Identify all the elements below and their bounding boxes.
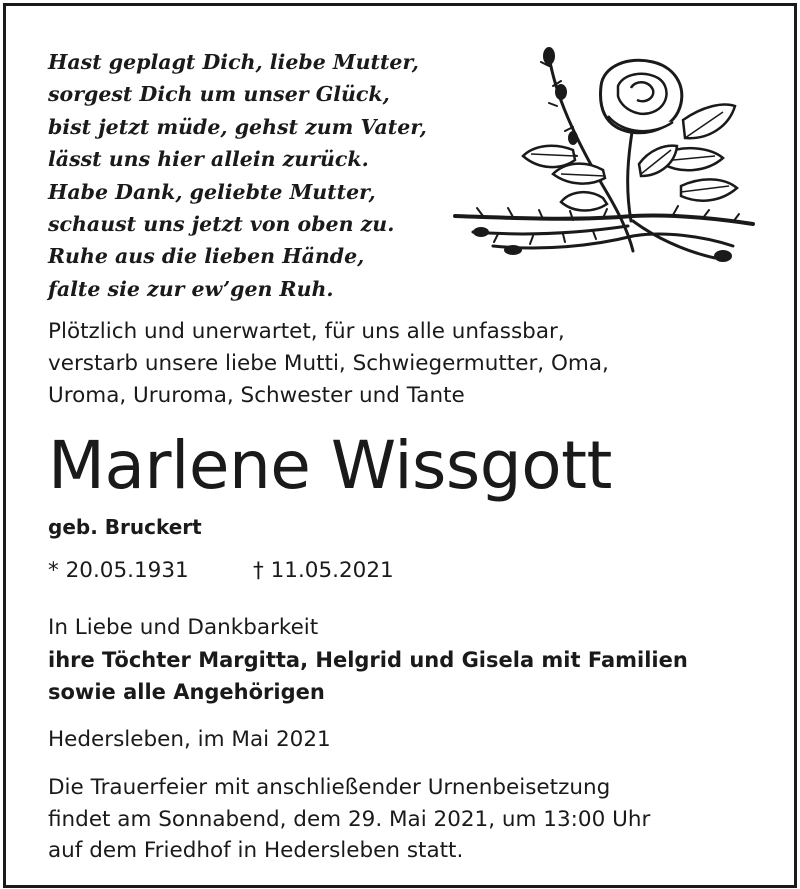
funeral-line: Die Trauerfeier mit anschließender Urnenbeisetzung [48,775,611,800]
poem-line: sorgest Dich um unser Glück, [48,82,390,107]
intro-line: verstarb unsere liebe Mutti, Schwiegermutter, Oma, [48,351,609,376]
mourners-family: ihre Töchter Margitta, Helgrid und Gisela mit Familien [48,648,688,672]
poem-line: bist jetzt müde, gehst zum Vater, [48,114,427,139]
intro-text [48,316,609,412]
poem-line: lässt uns hier allein zurück. [48,147,369,172]
intro-line: Uroma, Ururoma, Schwester und Tante [48,383,465,408]
intro-line: Plötzlich und unerwartet, für uns alle unfassbar, [48,319,565,344]
deceased-name: Marlene Wissgott [48,427,612,504]
mourners-relatives: sowie alle Angehörigen [48,680,325,704]
poem [48,46,427,305]
funeral-info [48,772,650,867]
poem-line: falte sie zur ew’gen Ruh. [48,276,334,301]
mourners-intro: In Liebe und Dankbarkeit [48,615,319,640]
rose-icon [453,46,765,274]
obituary-frame [3,3,797,888]
funeral-line: findet am Sonnabend, dem 29. Mai 2021, um 13:00 Uhr [48,806,651,832]
death-date: † 11.05.2021 [253,558,394,583]
poem-line: Hast geplagt Dich, liebe Mutter, [48,50,419,74]
place-date: Hedersleben, im Mai 2021 [48,727,331,752]
poem-line: Habe Dank, geliebte Mutter, [48,179,376,204]
maiden-name: geb. Bruckert [48,515,202,539]
birth-date: * 20.05.1931 [48,558,189,583]
poem-line: Ruhe aus die lieben Hände, [48,244,365,269]
funeral-line: auf dem Friedhof in Hedersleben statt. [48,838,464,863]
poem-line: schaust uns jetzt von oben zu. [48,212,395,237]
life-dates [48,556,394,586]
mourners [48,612,688,708]
